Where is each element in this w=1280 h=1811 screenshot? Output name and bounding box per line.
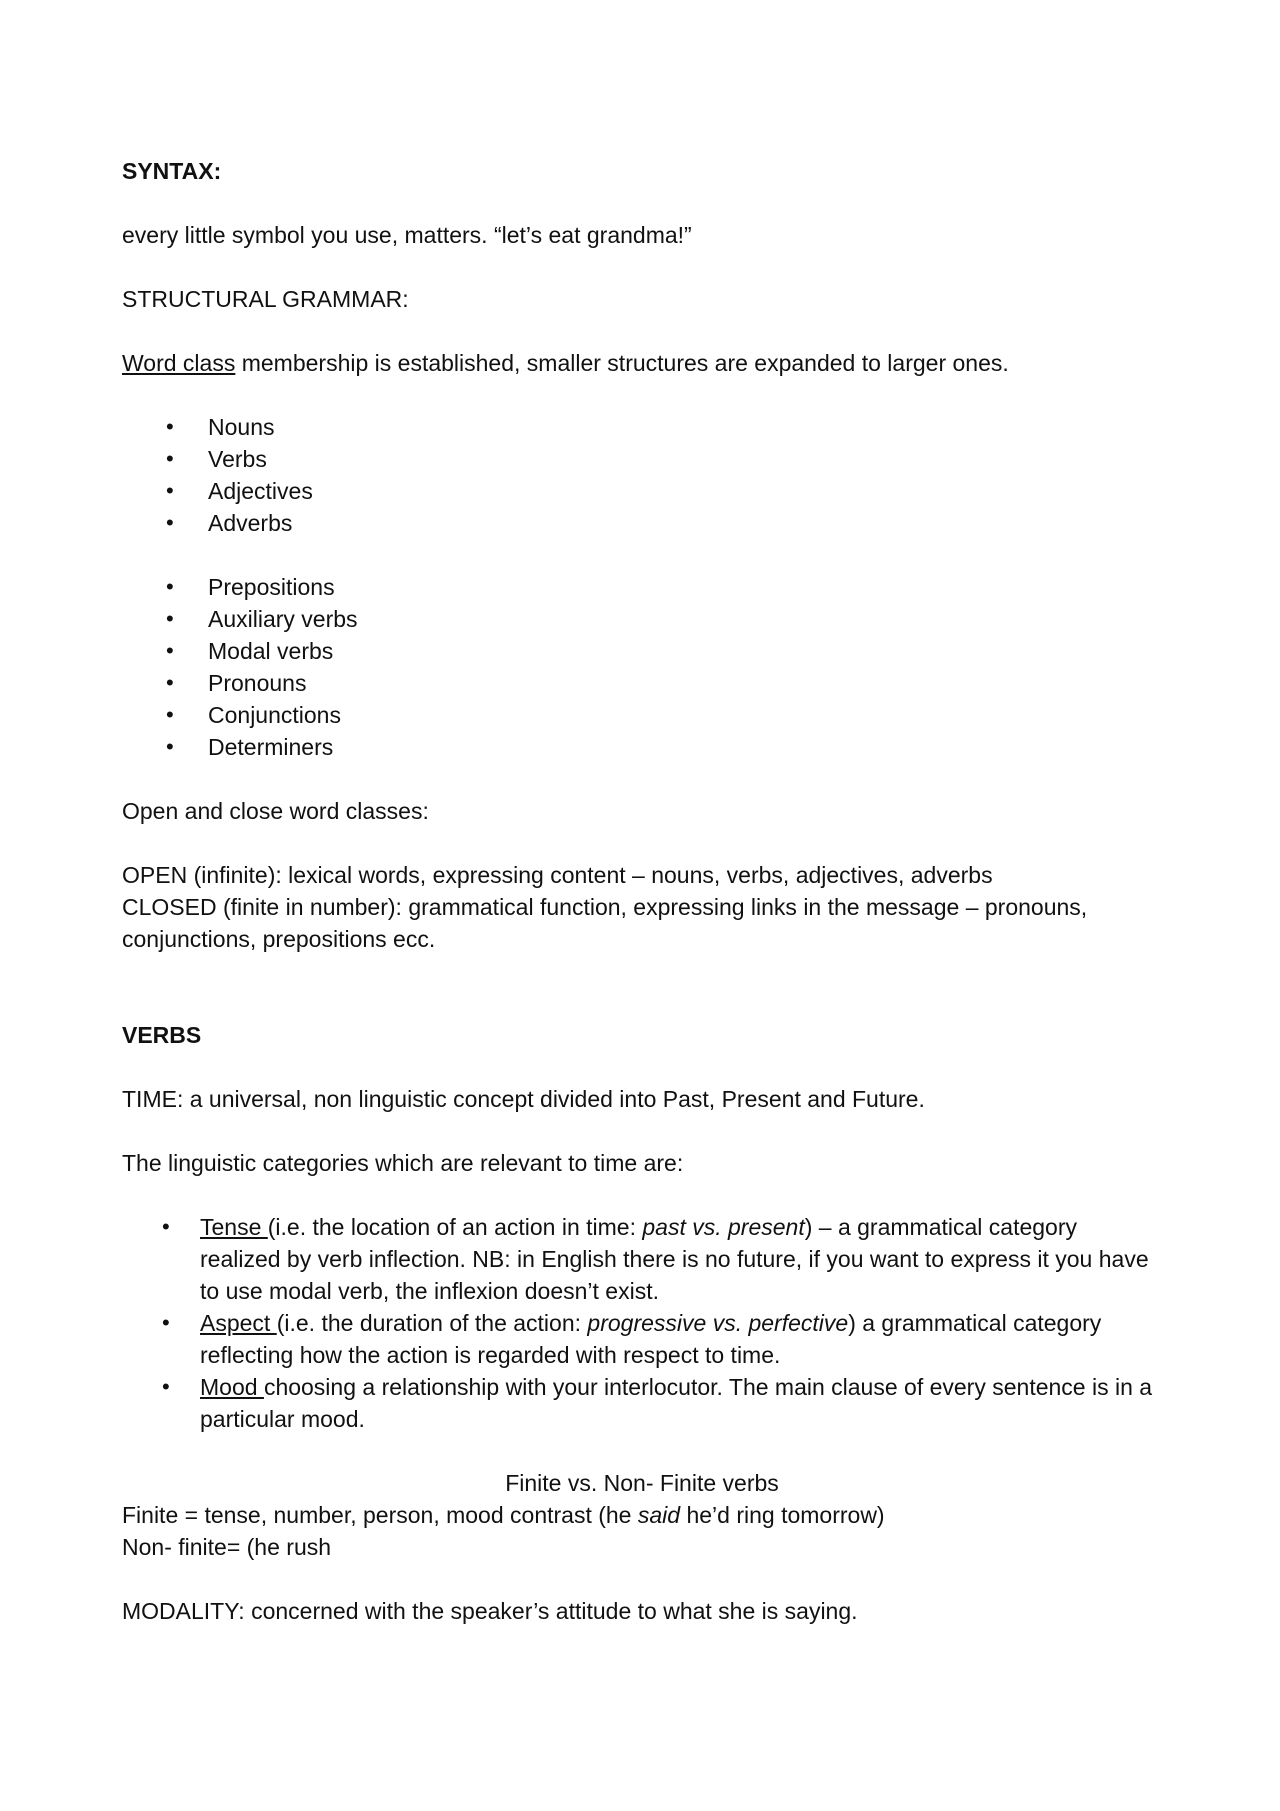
tense-italic: past vs. present bbox=[642, 1214, 805, 1240]
open-word-class-list bbox=[122, 411, 1162, 539]
closed-word-class-list bbox=[122, 571, 1162, 763]
closed-class-line: CLOSED (finite in number): grammatical function, expressing links in the message – pronouns, conjunctions, prepositions ecc. bbox=[122, 894, 1088, 952]
finite-italic: said bbox=[637, 1502, 681, 1528]
list-item: • Modal verbs bbox=[122, 635, 1162, 667]
non-finite-line: Non- finite= (he rush bbox=[122, 1534, 332, 1560]
syntax-heading: SYNTAX: bbox=[122, 158, 222, 184]
finite-line bbox=[122, 1499, 1162, 1531]
list-item: • Verbs bbox=[122, 443, 1162, 475]
aspect-text-rest: ) a grammatical category reflecting how the action is regarded with respect to time. bbox=[200, 1310, 1102, 1368]
list-item: • Nouns bbox=[122, 411, 1162, 443]
aspect-text: (i.e. the duration of the action: bbox=[276, 1310, 588, 1336]
word-class-paragraph bbox=[122, 347, 1162, 379]
finite-text: Finite = tense, number, person, mood contrast (he bbox=[122, 1502, 638, 1528]
verbs-heading: VERBS bbox=[122, 1022, 202, 1048]
tense-item bbox=[122, 1211, 1162, 1307]
list-item: • Determiners bbox=[122, 731, 1162, 763]
list-item: • Adverbs bbox=[122, 507, 1162, 539]
aspect-term: Aspect bbox=[200, 1310, 277, 1336]
finite-text-rest: he’d ring tomorrow) bbox=[680, 1502, 885, 1528]
tense-term: Tense bbox=[200, 1214, 268, 1240]
time-categories-list bbox=[122, 1211, 1162, 1435]
categories-intro: The linguistic categories which are relevant to time are: bbox=[122, 1150, 684, 1176]
mood-item bbox=[122, 1371, 1162, 1435]
word-class-term: Word class bbox=[122, 350, 236, 376]
aspect-italic: progressive vs. perfective bbox=[587, 1310, 849, 1336]
syntax-line: every little symbol you use, matters. “let’s eat grandma!” bbox=[122, 222, 692, 248]
mood-text: choosing a relationship with your interlocutor. The main clause of every sentence is in a particular mood. bbox=[200, 1374, 1153, 1432]
list-item: • Pronouns bbox=[122, 667, 1162, 699]
word-class-text: membership is established, smaller structures are expanded to larger ones. bbox=[235, 350, 1009, 376]
tense-text: (i.e. the location of an action in time: bbox=[267, 1214, 643, 1240]
list-item: • Adjectives bbox=[122, 475, 1162, 507]
list-item: • Auxiliary verbs bbox=[122, 603, 1162, 635]
time-line: TIME: a universal, non linguistic concept divided into Past, Present and Future. bbox=[122, 1086, 925, 1112]
document-body bbox=[122, 155, 1162, 1627]
finite-title: Finite vs. Non- Finite verbs bbox=[505, 1470, 779, 1496]
aspect-item bbox=[122, 1307, 1162, 1371]
structural-grammar-heading: STRUCTURAL GRAMMAR: bbox=[122, 286, 409, 312]
mood-term: Mood bbox=[200, 1374, 264, 1400]
open-close-heading: Open and close word classes: bbox=[122, 798, 429, 824]
tense-text-rest: ) – a grammatical category realized by verb inflection. NB: in English there is no future, if you want to express it you have to use modal verb, the inflexion doesn’t exist. bbox=[200, 1214, 1149, 1304]
modality-line: MODALITY: concerned with the speaker’s attitude to what she is saying. bbox=[122, 1598, 858, 1624]
list-item: • Conjunctions bbox=[122, 699, 1162, 731]
open-class-line: OPEN (infinite): lexical words, expressing content – nouns, verbs, adjectives, adverbs bbox=[122, 862, 993, 888]
list-item: • Prepositions bbox=[122, 571, 1162, 603]
